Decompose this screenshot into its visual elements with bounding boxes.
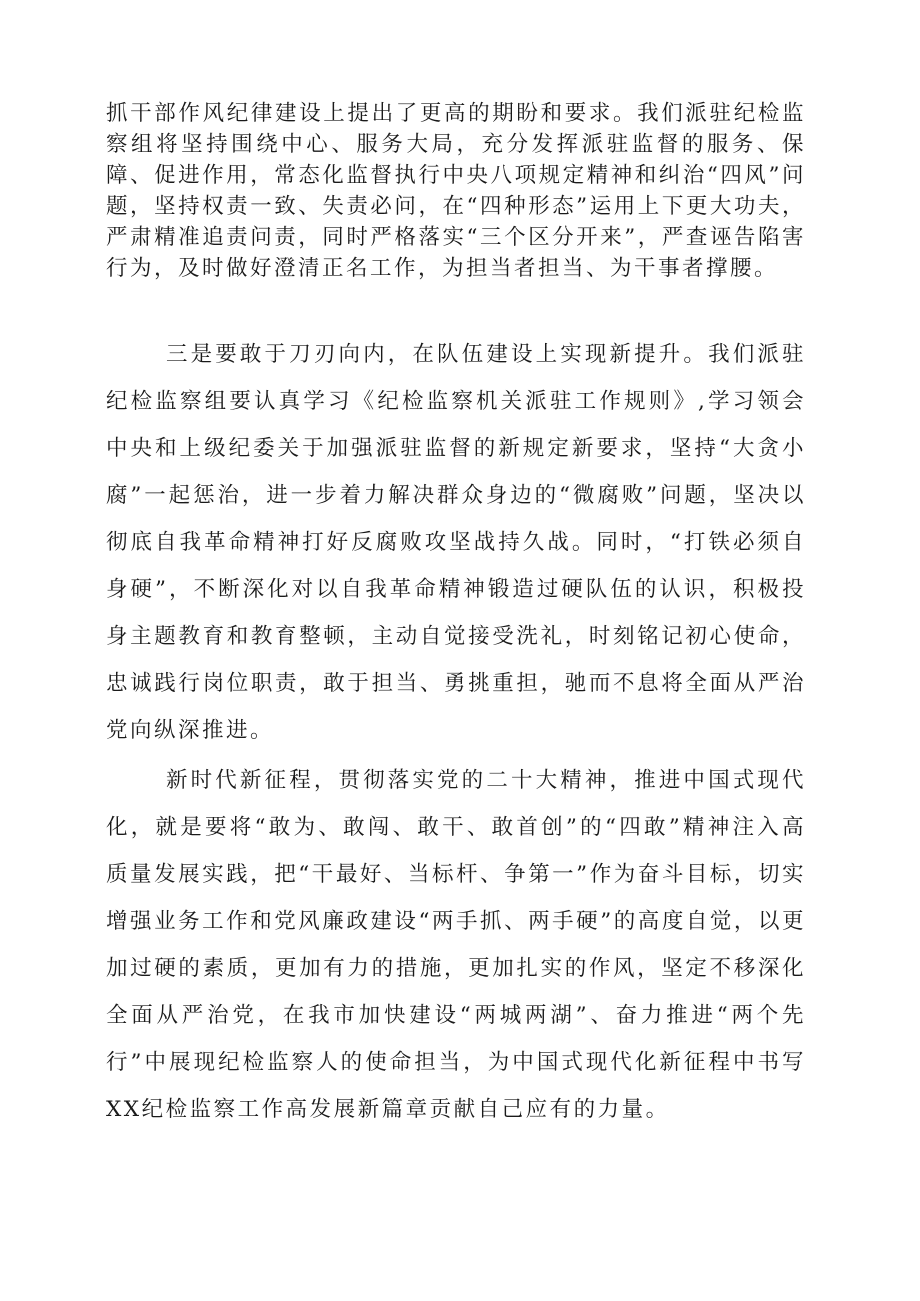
- body-paragraph-3: 新时代新征程，贯彻落实党的二十大精神，推进中国式现代化，就是要将“敢为、敢闯、敢干、敢首创”的“四敢”精神注入高质量发展实践，把“干最好、当标杆、争第一”作为奋斗目标，切实增强业务工作和党风廉政建设“两手抓、两手硬”的高度自觉，以更加过硬的素质，更加有力的措施，更加扎实的作风，坚定不移深化全面从严治党，在我市加快建设“两城两湖”、奋力推进“两个先行”中展现纪检监察人的使命担当，为中国式现代化新征程中书写XX纪检监察工作高发展新篇章贡献自己应有的力量。: [106, 768, 806, 1122]
- body-paragraph-1: 抓干部作风纪律建设上提出了更高的期盼和要求。我们派驻纪检监察组将坚持围绕中心、服务大局，充分发挥派驻监督的服务、保障、促进作用，常态化监督执行中央八项规定精神和纠治“四风”问题，坚持权责一致、失责必问，在“四种形态”运用上下更大功夫，严肃精准追责问责，同时严格落实“三个区分开来”，严查诬告陷害行为，及时做好澄清正名工作，为担当者担当、为干事者撑腰。: [106, 101, 806, 281]
- body-paragraph-2: 三是要敢于刀刃向内，在队伍建设上实现新提升。我们派驻纪检监察组要认真学习《纪检监察机关派驻工作规则》,学习领会中央和上级纪委关于加强派驻监督的新规定新要求，坚持“大贪小腐”一起惩治，进一步着力解决群众身边的“微腐败”问题，坚决以彻底自我革命精神打好反腐败攻坚战持久战。同时，“打铁必须自身硬”，不断深化对以自我革命精神锻造过硬队伍的认识，积极投身主题教育和教育整顿，主动自觉接受洗礼，时刻铭记初心使命，忠诚践行岗位职责，敢于担当、勇挑重担，驰而不息将全面从严治党向纵深推进。: [106, 342, 806, 743]
